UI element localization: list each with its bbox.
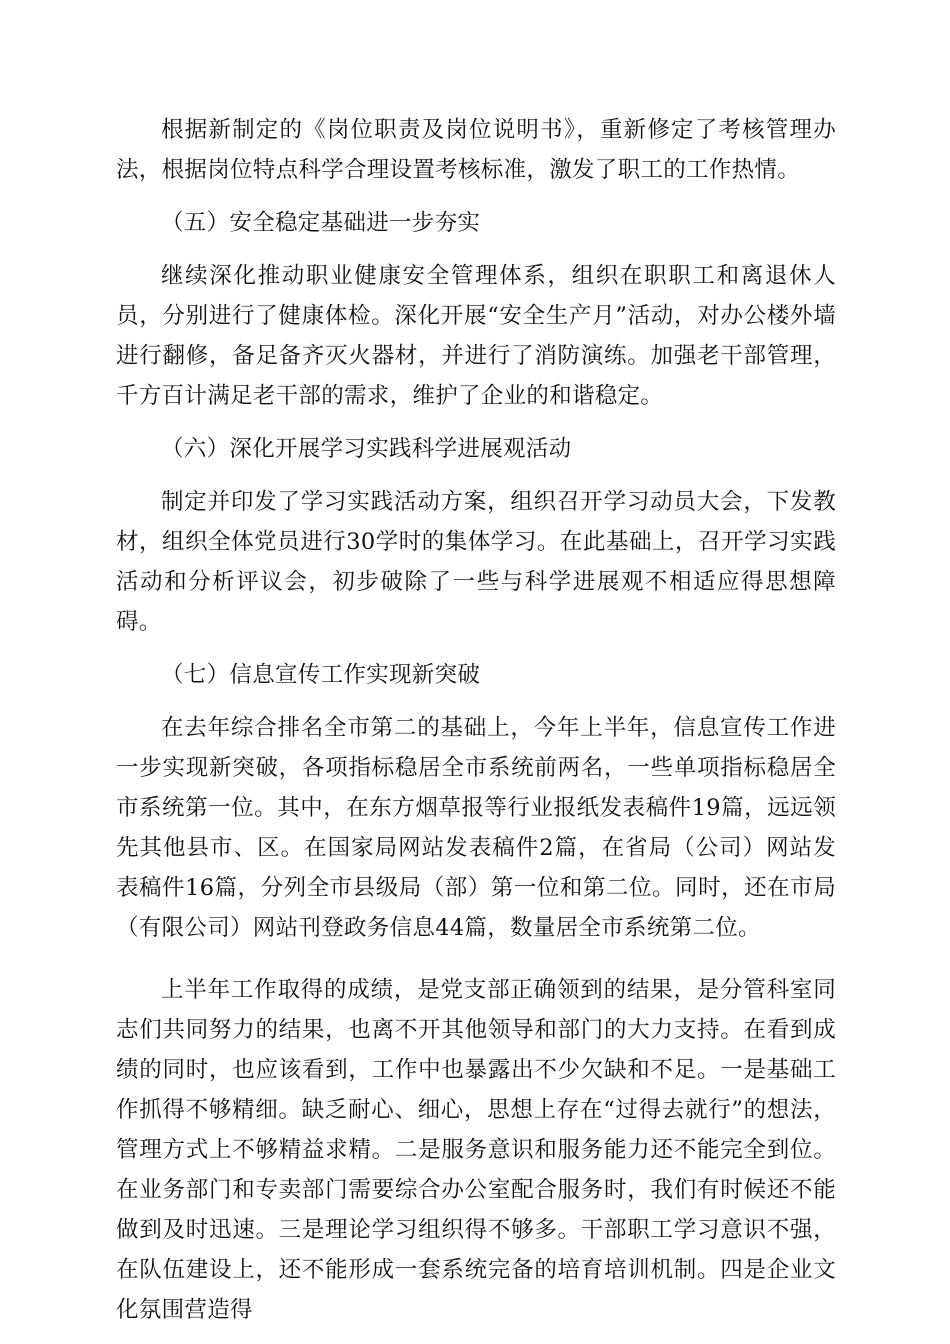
paragraph-assessment: 根据新制定的《岗位职责及岗位说明书》，重新修定了考核管理办法，根据岗位特点科学合理设置考核标准，激发了职工的工作热情。 — [116, 117, 836, 183]
paragraph-safety: 继续深化推动职业健康安全管理体系，组织在职职工和离退休人员，分别进行了健康体检。深化开展“安全生产月”活动，对办公楼外墙进行翻修，备足备齐灭火器材，并进行了消防演练。加强老干部管理，千方百计满足老干部的需求，维护了企业的和谐稳定。 — [116, 263, 836, 409]
paragraph-summary: 上半年工作取得的成绩，是党支部正确领到的结果，是分管科室同志们共同努力的结果，也离不开其他领导和部门的大力支持。在看到成绩的同时，也应该看到，工作中也暴露出不少欠缺和不足。一是基础工作抓得不够精细。缺乏耐心、细心，思想上存在“过得去就行”的想法，管理方式上不够精益求精。二是服务意识和服务能力还不能完全到位。在业务部门和专卖部门需要综合办公室配合服务时，我们有时候还不能做到及时迅速。三是理论学习组织得不够多。干部职工学习意识不强，在队伍建设上，还不能形成一套系统完备的培育培训机制。四是企业文化氛围营造得 — [116, 977, 836, 1323]
document-body — [116, 110, 836, 1330]
paragraph-publicity: 在去年综合排名全市第二的基础上，今年上半年，信息宣传工作进一步实现新突破，各项指标稳居全市系统前两名，一些单项指标稳居全市系统第一位。其中，在东方烟草报等行业报纸发表稿件19篇，远远领先其他县市、区。在国家局网站发表稿件2篇，在省局（公司）网站发表稿件16篇，分列全市县级局（部）第一位和第二位。同时，还在市局（有限公司）网站刊登政务信息44篇，数量居全市系统第二位。 — [116, 715, 836, 941]
paragraph-study-practice: 制定并印发了学习实践活动方案，组织召开学习动员大会，下发教材，组织全体党员进行30学时的集体学习。在此基础上，召开学习实践活动和分析评议会，初步破除了一些与科学进展观不相适应得思想障碍。 — [116, 489, 836, 635]
heading-section-5: （五）安全稳定基础进一步夯实 — [161, 210, 481, 236]
heading-section-7: （七）信息宣传工作实现新突破 — [161, 662, 481, 688]
heading-section-6: （六）深化开展学习实践科学进展观活动 — [161, 436, 572, 462]
